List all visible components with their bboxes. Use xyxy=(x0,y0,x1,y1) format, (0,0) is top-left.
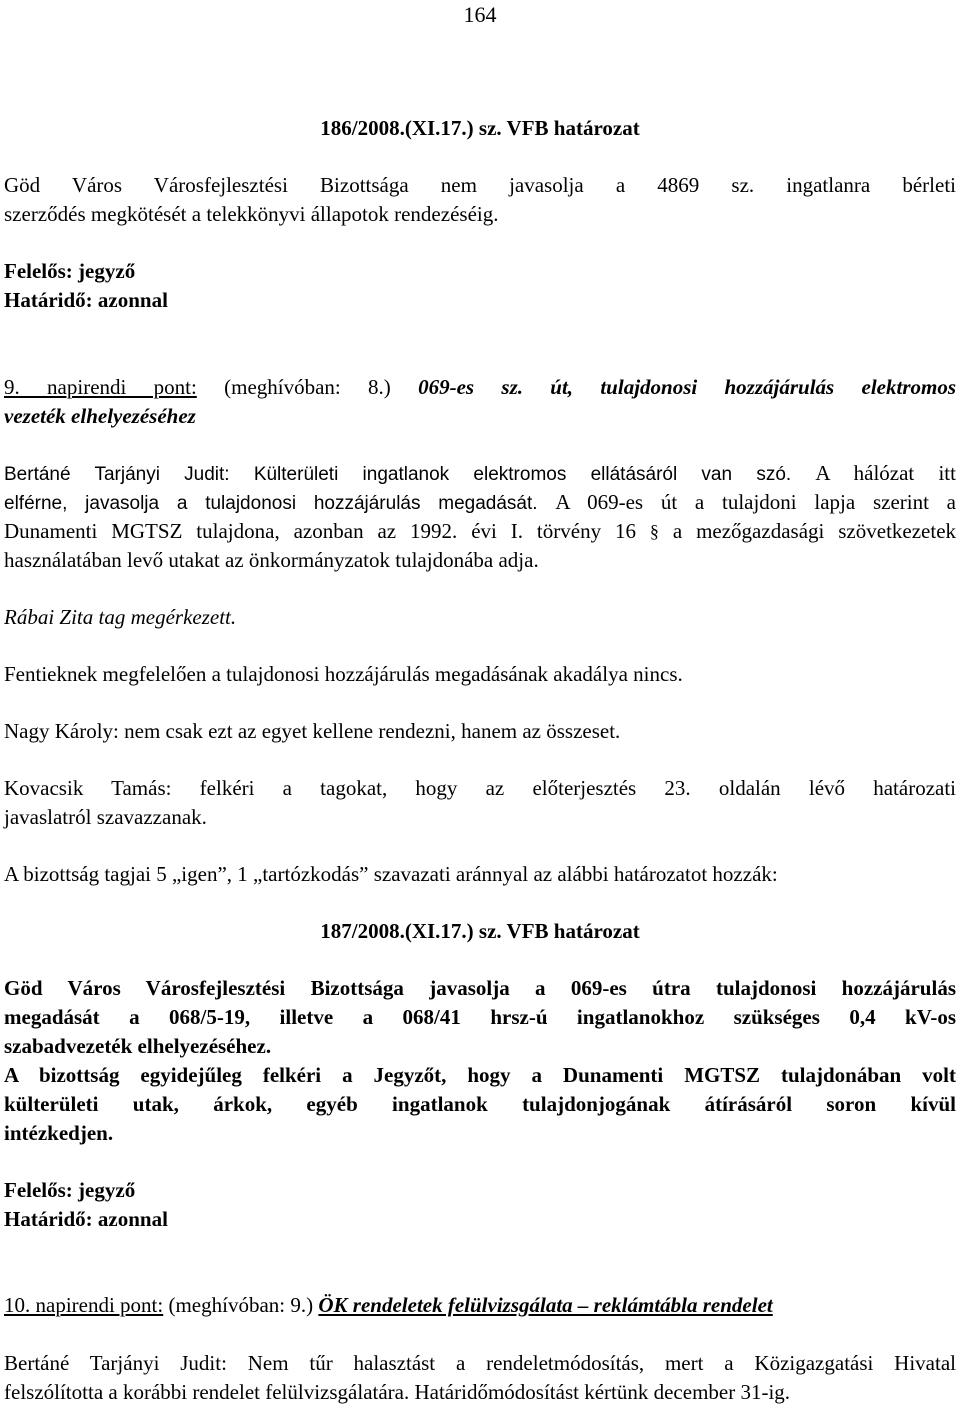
resolution-186-title: 186/2008.(XI.17.) sz. VFB határozat xyxy=(320,116,640,140)
para-last-line-2: felszólította a korábbi rendelet felülvizsgálatára. Határidőmódosítást kértünk december 31-ig. xyxy=(4,1380,791,1404)
para1-line-1-b: A hálózat itt xyxy=(815,461,956,485)
resolution-187-responsible: Felelős: jegyző xyxy=(4,1178,136,1202)
resolution-186-deadline: Határidő: azonnal xyxy=(4,288,168,312)
agenda-item-10-label: 10. napirendi pont: xyxy=(4,1293,164,1317)
statement-3-line-2: javaslatról szavazzanak. xyxy=(4,805,207,829)
resolution-186-text-line-2: szerződés megkötését a telekkönyvi állapotok rendezéséig. xyxy=(4,202,499,226)
agenda-item-9-subject-line-2: vezeték elhelyezéséhez xyxy=(4,404,196,428)
resolution-186-text-line-1: Göd Város Városfejlesztési Bizottsága nem javasolja a 4869 sz. ingatlanra bérleti xyxy=(4,173,956,197)
agenda-item-9-invite: (meghívóban: 8.) xyxy=(196,375,419,399)
para1-line-4: használatában levő utakat az önkormányzatok tulajdonába adja. xyxy=(4,548,539,572)
statement-1: Fentieknek megfelelően a tulajdonosi hozzájárulás megadásának akadálya nincs. xyxy=(4,662,683,686)
section-symbol: § xyxy=(649,521,659,541)
statement-3-line-1: Kovacsik Tamás: felkéri a tagokat, hogy az előterjesztés 23. oldalán lévő határozati xyxy=(4,776,956,800)
para1-line-1-a: Bertáné Tarjányi Judit: Külterületi ingatlanok elektromos ellátásáról van szó. xyxy=(4,464,816,485)
statement-2: Nagy Károly: nem csak ezt az egyet kellene rendezni, hanem az összeset. xyxy=(4,719,621,743)
para1-line-3-b: a mezőgazdasági szövetkezetek xyxy=(672,519,957,543)
resolution-187-deadline: Határidő: azonnal xyxy=(4,1207,168,1231)
resolution-187-line-4: A bizottság egyidejűleg felkéri a Jegyzőt, hogy a Dunamenti MGTSZ tulajdonában volt xyxy=(4,1063,956,1087)
agenda-item-10-subject: ÖK rendeletek felülvizsgálata – reklámtábla rendelet xyxy=(318,1293,773,1317)
agenda-item-9-heading xyxy=(4,373,956,402)
para1-line-2-a: elférne, javasolja a tulajdonosi hozzájárulás megadását. xyxy=(4,493,556,514)
resolution-187-title: 187/2008.(XI.17.) sz. VFB határozat xyxy=(320,919,640,943)
para1-line-2-b: A 069-es út a tulajdoni lapja szerint a xyxy=(555,490,956,514)
resolution-187-line-6: intézkedjen. xyxy=(4,1121,114,1145)
agenda-item-9-label: 9. napirendi pont: xyxy=(4,375,197,399)
para1-line-1 xyxy=(4,459,956,489)
arrival-note: Rábai Zita tag megérkezett. xyxy=(4,605,237,629)
resolution-187-line-2: megadását a 068/5-19, illetve a 068/41 hrsz-ú ingatlanokhoz szükséges 0,4 kV-os xyxy=(4,1005,956,1029)
para1-line-3-a: Dunamenti MGTSZ tulajdona, azonban az 1992. évi I. törvény 16 xyxy=(4,519,636,543)
para1-line-2 xyxy=(4,488,956,518)
page-number: 164 xyxy=(463,2,497,27)
para-last-line-1: Bertáné Tarjányi Judit: Nem tűr halasztást a rendeletmódosítás, mert a Közigazgatási Hivatal xyxy=(4,1351,956,1375)
para1-line-3 xyxy=(4,517,956,546)
resolution-187-line-5: külterületi utak, árkok, egyéb ingatlanok tulajdonjogának átírásáról soron kívül xyxy=(4,1092,956,1116)
agenda-item-10-invite: (meghívóban: 9.) xyxy=(163,1293,319,1317)
vote-result: A bizottság tagjai 5 „igen”, 1 „tartózkodás” szavazati aránnyal az alábbi határozatot hozzák: xyxy=(4,862,778,886)
resolution-187-line-1: Göd Város Városfejlesztési Bizottsága javasolja a 069-es útra tulajdonosi hozzájárulás xyxy=(4,976,956,1000)
agenda-item-10-heading xyxy=(4,1291,956,1320)
agenda-item-9-subject-line-1: 069-es sz. út, tulajdonosi hozzájárulás elektromos xyxy=(418,375,957,399)
resolution-187-line-3: szabadvezeték elhelyezéséhez. xyxy=(4,1034,272,1058)
resolution-186-responsible: Felelős: jegyző xyxy=(4,259,136,283)
